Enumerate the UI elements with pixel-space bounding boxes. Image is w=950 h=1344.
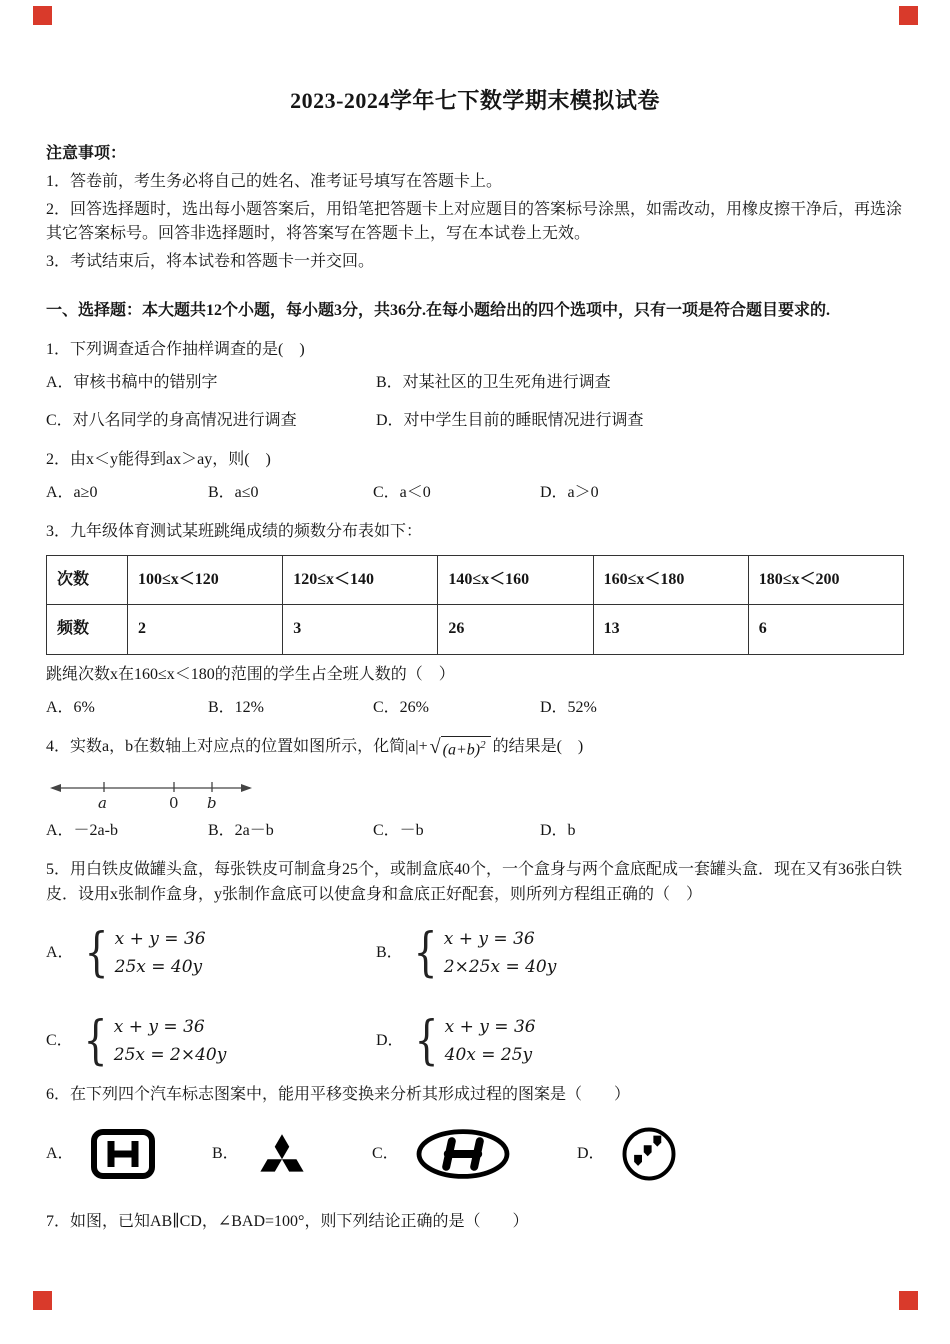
system-brace: { bbox=[414, 1011, 439, 1072]
question-4-stem bbox=[46, 735, 904, 763]
table-cell: 2 bbox=[128, 605, 283, 655]
corner-registration-mark-top-right bbox=[899, 6, 918, 25]
equation-system bbox=[444, 928, 557, 979]
buick-logo bbox=[621, 1126, 677, 1182]
corner-registration-mark-bottom-left bbox=[33, 1291, 52, 1310]
section-heading-choice: 一、选择题：本大题共12个小题，每小题3分，共36分.在每小题给出的四个选项中，只有一项是符合题目要求的. bbox=[46, 302, 831, 320]
radical-sign: √ bbox=[429, 735, 441, 758]
equation-1: x + y = 36 bbox=[113, 1016, 205, 1037]
mitsubishi-logo bbox=[255, 1132, 309, 1176]
equation-2: 2×25x = 40y bbox=[443, 956, 557, 977]
q4-option-c: C．－b bbox=[373, 821, 424, 839]
question-5-options bbox=[46, 923, 904, 1072]
question-2-options bbox=[46, 481, 904, 506]
hyundai-logo bbox=[415, 1128, 511, 1180]
notice-heading: 注意事项： bbox=[46, 145, 127, 163]
table-cell: 100≤x＜120 bbox=[128, 555, 283, 605]
q2-option-c: C．a＜0 bbox=[373, 484, 431, 502]
q4-stem-after: 的结果是( ) bbox=[492, 737, 584, 755]
option-letter: B． bbox=[212, 1144, 239, 1162]
option-letter: A． bbox=[46, 1144, 74, 1162]
question-6-stem: 6．在下列四个汽车标志图案中，能用平移变换来分析其形成过程的图案是（ ） bbox=[46, 1086, 631, 1104]
honda-logo bbox=[90, 1128, 156, 1180]
equation-2: 25x = 2×40y bbox=[113, 1044, 227, 1065]
q6-option-c bbox=[372, 1128, 577, 1180]
system-brace: { bbox=[83, 1011, 108, 1072]
question-2-stem: 2．由x＜y能得到ax＞ay，则( ) bbox=[46, 451, 271, 469]
table-cell: 6 bbox=[748, 605, 903, 655]
option-letter: D． bbox=[577, 1144, 605, 1162]
corner-registration-mark-bottom-right bbox=[899, 1291, 918, 1310]
table-cell: 160≤x＜180 bbox=[593, 555, 748, 605]
left-arrowhead-icon bbox=[50, 784, 61, 792]
q4-option-d: D．b bbox=[540, 821, 576, 839]
right-arrowhead-icon bbox=[241, 784, 252, 792]
table-cell: 26 bbox=[438, 605, 593, 655]
page-title: 2023-2024学年七下数学期末模拟试卷 bbox=[290, 88, 660, 113]
table-cell: 140≤x＜160 bbox=[438, 555, 593, 605]
q1-option-b: B．对某社区的卫生死角进行调查 bbox=[376, 373, 611, 391]
q3-option-a: A．6% bbox=[46, 699, 95, 717]
question-3-followup: 跳绳次数x在160≤x＜180的范围的学生占全班人数的（ ） bbox=[46, 666, 455, 684]
option-letter: D． bbox=[376, 1031, 404, 1049]
square-root-expression bbox=[430, 736, 491, 763]
option-letter: C． bbox=[46, 1031, 73, 1049]
option-letter: B． bbox=[376, 943, 403, 961]
q6-option-b bbox=[212, 1132, 372, 1176]
question-7-stem: 7．如图，已知AB∥CD，∠BAD=100°，则下列结论正确的是（ ） bbox=[46, 1213, 529, 1231]
table-cell: 频数 bbox=[47, 605, 128, 655]
system-brace: { bbox=[84, 923, 109, 984]
question-3-stem: 3．九年级体育测试某班跳绳成绩的频数分布表如下： bbox=[46, 522, 423, 540]
equation-system bbox=[445, 1016, 536, 1067]
equation-system bbox=[114, 1016, 227, 1067]
q1-option-a: A．审核书稿中的错别字 bbox=[46, 373, 218, 391]
numberline-label-b: b bbox=[207, 793, 217, 811]
table-row-headers bbox=[47, 555, 904, 605]
q5-option-a bbox=[46, 923, 376, 984]
table-cell: 180≤x＜200 bbox=[748, 555, 903, 605]
q2-option-d: D．a＞0 bbox=[540, 484, 599, 502]
q6-option-d bbox=[577, 1126, 677, 1182]
equation-1: x + y = 36 bbox=[114, 928, 206, 949]
system-brace: { bbox=[413, 923, 438, 984]
notice-item-2: 2．回答选择题时，选出每小题答案后，用铅笔把答题卡上对应题目的答案标号涂黑，如需改动，用橡皮擦干净后，再选涂其它答案标号。回答非选择题时，将答案写在答题卡上，写在本试卷上无效。 bbox=[46, 200, 903, 243]
corner-registration-mark-top-left bbox=[33, 6, 52, 25]
q4-option-a: A．－2a-b bbox=[46, 821, 118, 839]
question-1-options bbox=[46, 371, 904, 435]
frequency-distribution-table bbox=[46, 555, 904, 656]
q4-option-b: B．2a－b bbox=[208, 821, 274, 839]
numberline-label-a: a bbox=[98, 793, 107, 811]
equation-2: 40x = 25y bbox=[444, 1044, 533, 1065]
q5-option-c bbox=[46, 1011, 376, 1072]
q6-option-a bbox=[46, 1128, 212, 1180]
q3-option-d: D．52% bbox=[540, 699, 597, 717]
question-1-stem: 1．下列调查适合作抽样调查的是( ) bbox=[46, 340, 305, 358]
notice-item-1: 1．答卷前，考生务必将自己的姓名、准考证号填写在答题卡上。 bbox=[46, 172, 503, 190]
question-6-options bbox=[46, 1126, 904, 1182]
table-cell: 13 bbox=[593, 605, 748, 655]
question-4-options bbox=[46, 819, 904, 844]
radicand: $(a+b)^2$ bbox=[441, 736, 491, 763]
table-row-values bbox=[47, 605, 904, 655]
q3-option-c: C．26% bbox=[373, 699, 430, 717]
q4-stem-before: 4．实数a，b在数轴上对应点的位置如图所示，化简|a|+ bbox=[46, 737, 428, 755]
option-letter: C． bbox=[372, 1144, 399, 1162]
notice-item-3: 3．考试结束后，将本试卷和答题卡一并交回。 bbox=[46, 253, 375, 271]
table-cell: 120≤x＜140 bbox=[283, 555, 438, 605]
number-line-figure bbox=[46, 775, 256, 811]
equation-system bbox=[115, 928, 206, 979]
equation-1: x + y = 36 bbox=[443, 928, 535, 949]
option-letter: A． bbox=[46, 943, 74, 961]
table-cell: 次数 bbox=[47, 555, 128, 605]
equation-2: 25x = 40y bbox=[114, 956, 203, 977]
question-3-options bbox=[46, 696, 904, 721]
q5-option-b bbox=[376, 923, 904, 984]
radicand-exponent: 2 bbox=[480, 738, 486, 751]
q2-option-a: A．a≥0 bbox=[46, 484, 98, 502]
q1-option-c: C．对八名同学的身高情况进行调查 bbox=[46, 412, 297, 430]
table-cell: 3 bbox=[283, 605, 438, 655]
numberline-label-zero: 0 bbox=[169, 793, 179, 811]
q2-option-b: B．a≤0 bbox=[208, 484, 259, 502]
q3-option-b: B．12% bbox=[208, 699, 265, 717]
q1-option-d: D．对中学生目前的睡眠情况进行调查 bbox=[376, 412, 644, 430]
equation-1: x + y = 36 bbox=[444, 1016, 536, 1037]
question-5-stem: 5．用白铁皮做罐头盒，每张铁皮可制盒身25个，或制盒底40个，一个盒身与两个盒底配成一套罐头盒．现在又有36张白铁皮．设用x张制作盒身，y张制作盒底可以使盒身和盒底正好配套，则所列方程组正确的（ ） bbox=[46, 860, 903, 903]
q5-option-d bbox=[376, 1011, 904, 1072]
notice-block bbox=[46, 142, 904, 275]
